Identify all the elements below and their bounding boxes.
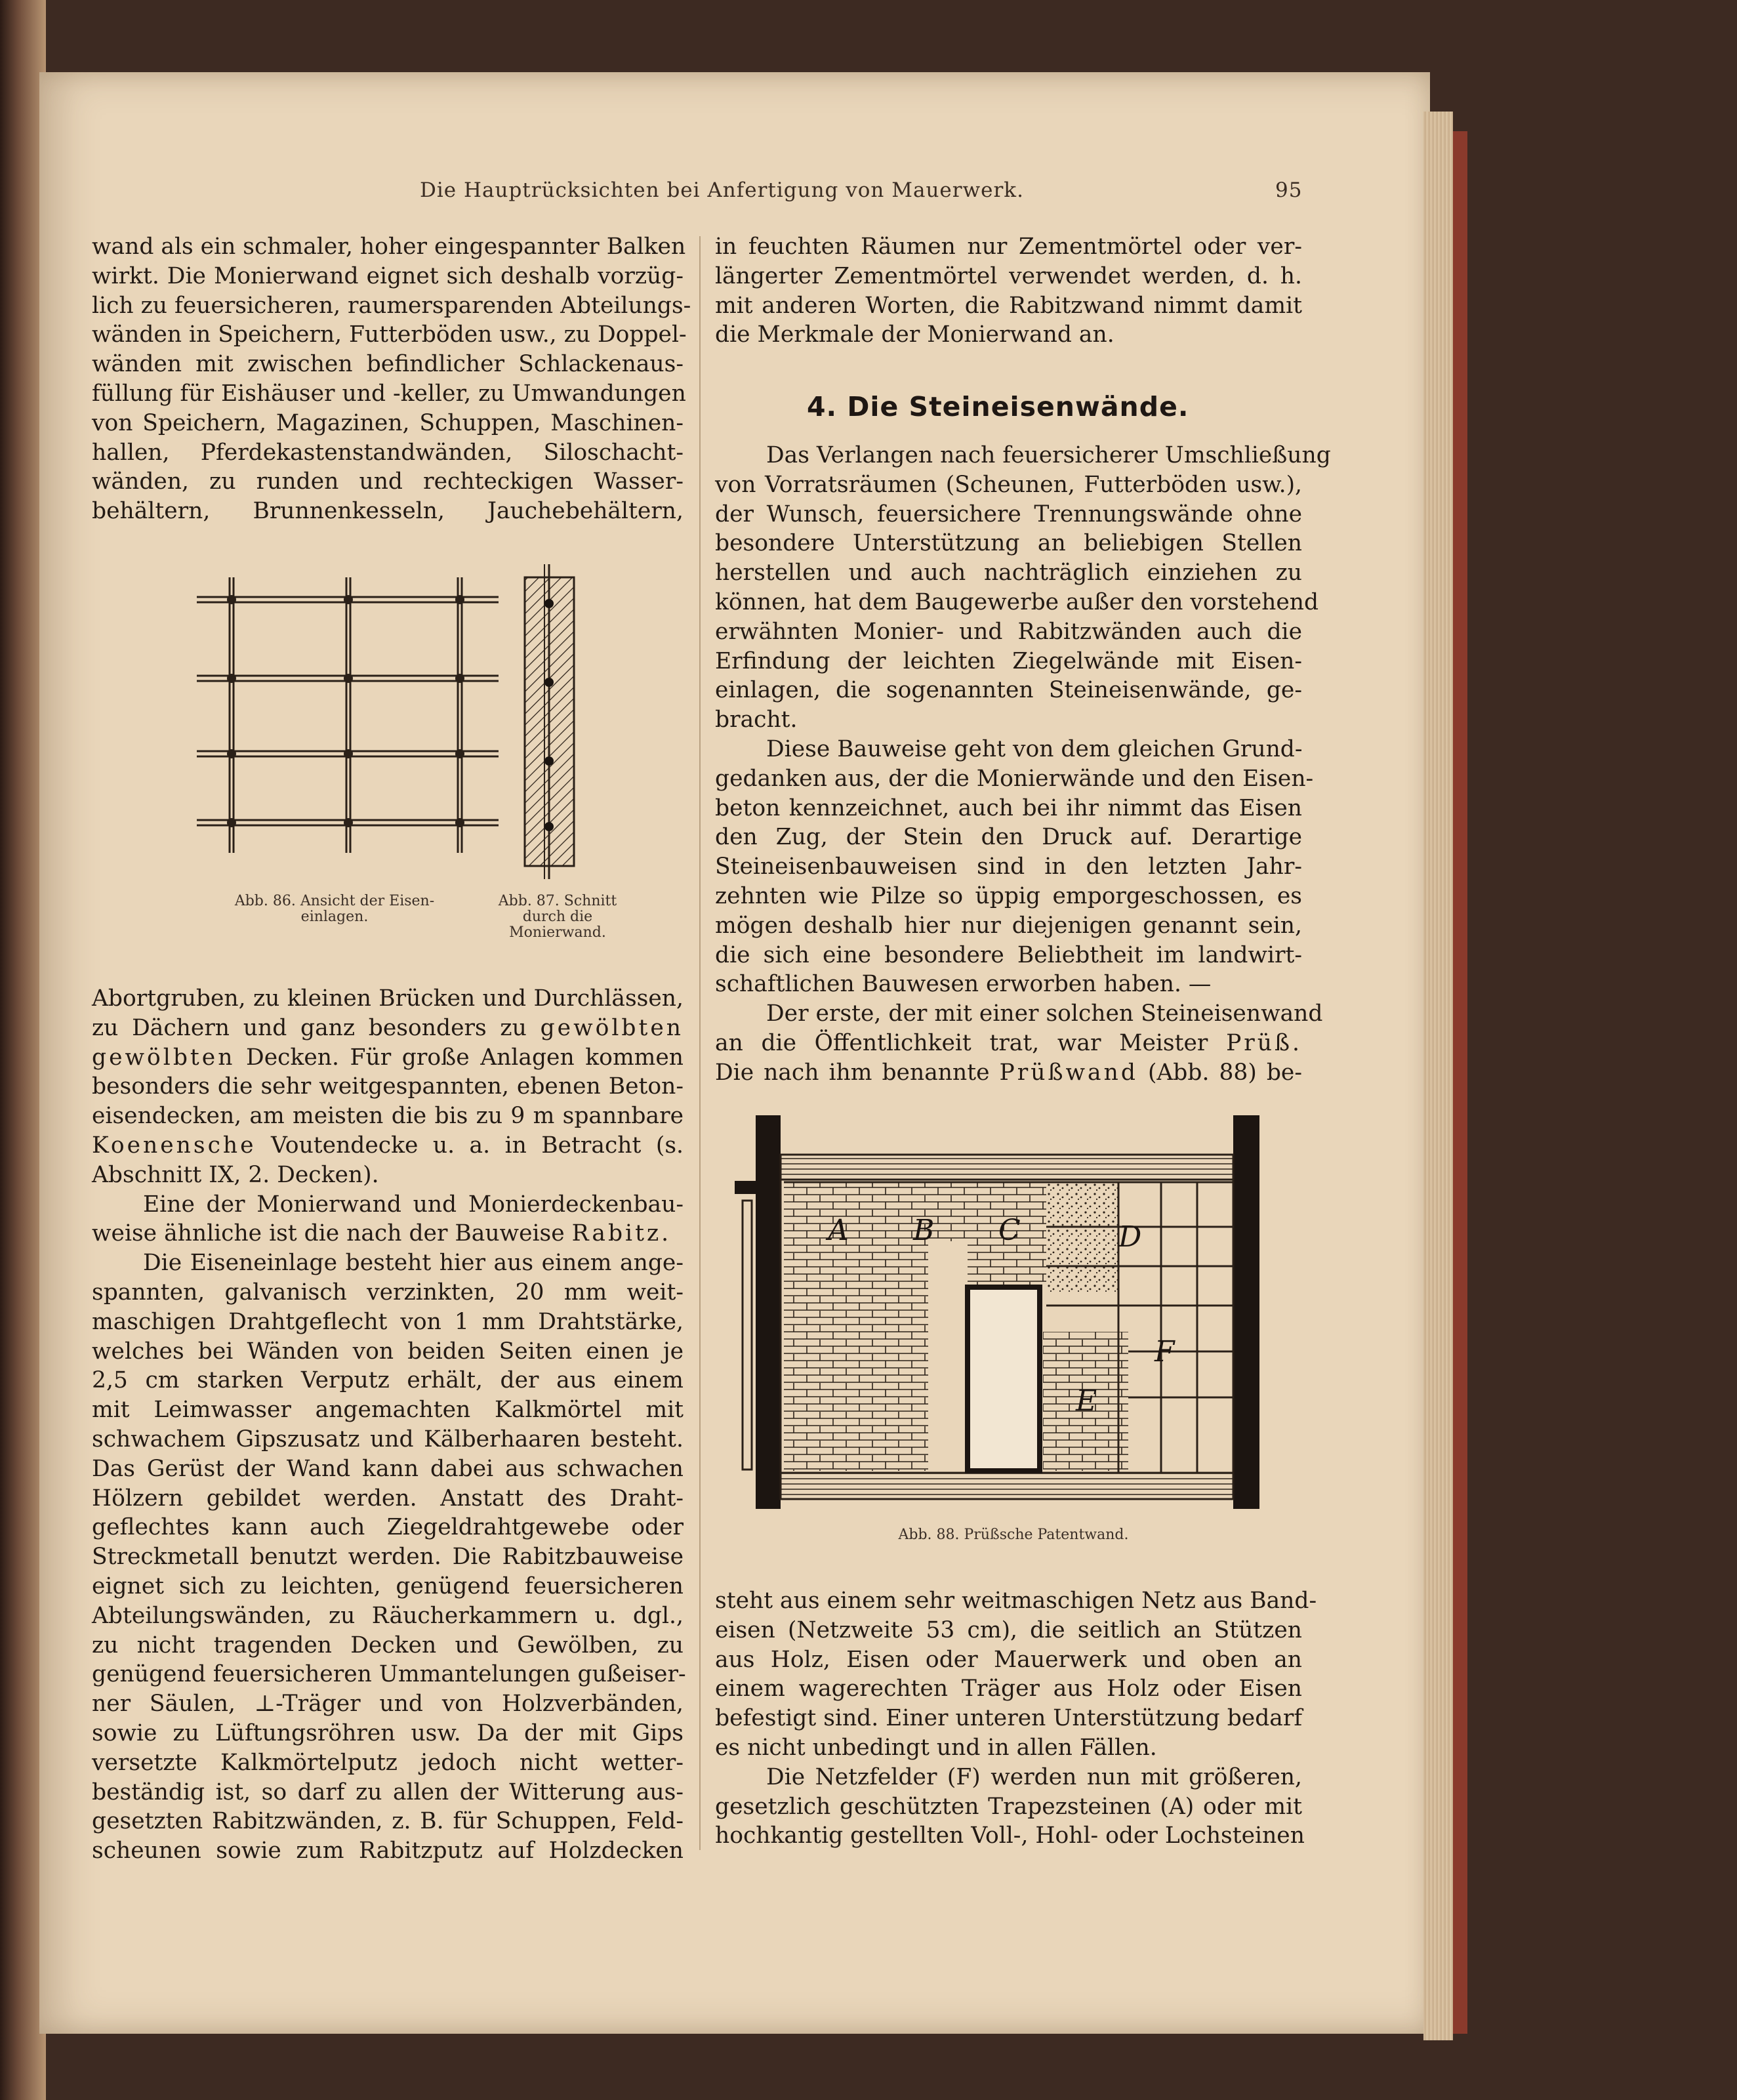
emphasis-text: gewölbten [540,1014,684,1041]
text-line: eisendecken, am meisten die bis zu 9 m spannbare [92,1103,684,1130]
emphasis-text: Rabitz. [571,1220,672,1247]
text-line: wänden in Speichern, Futterböden usw., zu Doppel- [92,321,687,348]
text-line [715,1058,1302,1088]
text-line: genügend feuersicheren Ummantelungen gußeiser- [92,1661,686,1688]
text-line: Diese Bauweise geht von dem gleichen Grund- [766,735,1303,762]
text-line: erwähnten Monier- und Rabitzwänden auch die [715,618,1302,645]
fig88-caption: Abb. 88. Prüßsche Patentwand. [898,1527,1129,1543]
text-line: Eine der Monierwand und Monierdeckenbau- [143,1191,684,1218]
text-span: Voutendecke u. a. in Betracht (s. [271,1132,684,1159]
text-line: Abschnitt IX, 2. Decken). [92,1161,379,1188]
text-span: weise ähnliche ist die nach der Bauweise [92,1220,565,1247]
text-line: besonders die sehr weitgespannten, ebenen Beton- [92,1073,684,1100]
text-line: die sich eine besondere Beliebtheit im landwirt- [715,941,1302,968]
text-line: mögen deshalb hier nur diejenigen genannt sein, [715,912,1302,939]
text-line: beton kennzeichnet, auch bei ihr nimmt das Eisen [715,794,1302,821]
caption-line: Monierwand. [509,924,606,941]
label-D: D [1118,1220,1142,1254]
emphasis-text: Prüß. [1226,1029,1302,1056]
text-line: sowie zu Lüftungsröhren usw. Da der mit Gips [92,1719,684,1746]
emphasis-text: gewölbten [92,1044,235,1071]
text-line: 2,5 cm starken Verputz erhält, der aus einem [92,1367,684,1394]
label-F: F [1155,1335,1175,1369]
text-line: zehnten wie Pilze so üppig emporgeschossen, es [715,882,1302,909]
section-heading: 4. Die Steineisenwände. [807,391,1189,422]
text-line: Die Netzfelder (F) werden nun mit größeren, [766,1763,1302,1790]
text-line: lich zu feuersicheren, raumersparenden Abteilungs- [92,292,691,319]
running-head-title: Die Hauptrücksichten bei Anfertigung von Mauerwerk. [420,178,1024,202]
text-line: die Merkmale der Monierwand an. [715,321,1114,348]
text-line: in feuchten Räumen nur Zementmörtel oder ver- [715,234,1302,260]
label-B: B [913,1214,935,1247]
book-cover-edge [1453,131,1467,2034]
text-span: (Abb. 88) be- [1147,1059,1303,1086]
text-line [92,1131,684,1161]
text-line: längerter Zementmörtel verwendet werden, d. h. [715,262,1302,289]
text-line: Der erste, der mit einer solchen Steineisenwand [766,1000,1323,1027]
text-line: Hölzern gebildet werden. Anstatt des Draht- [92,1485,684,1512]
text-span: Die nach ihm benannte [715,1059,990,1086]
caption-line: einlagen. [300,909,369,925]
text-line: können, hat dem Baugewerbe außer den vorstehend [715,588,1319,615]
text-line: hochkantig gestellten Voll-, Hohl- oder Lochsteinen [715,1822,1305,1849]
text-line: Abteilungswänden, zu Räucherkammern u. dgl., [92,1602,684,1629]
fig87-caption [472,894,643,941]
text-line: Das Verlangen nach feuersicherer Umschließung [766,442,1331,468]
text-line: aus Holz, Eisen oder Mauerwerk und oben an [715,1646,1302,1673]
text-line [92,1014,684,1043]
text-line: Streckmetall benutzt werden. Die Rabitzbauweise [92,1544,684,1571]
left-column-top [92,232,691,526]
text-line [92,1219,684,1248]
text-line: Das Gerüst der Wand kann dabei aus schwachen [92,1455,684,1482]
text-line: gesetzlich geschützten Trapezsteinen (A) oder mit [715,1793,1302,1820]
text-line: wänden mit zwischen befindlicher Schlackenaus- [92,351,684,378]
text-line: es nicht unbedingt und in allen Fällen. [715,1734,1157,1761]
text-line: mit anderen Worten, die Rabitzwand nimmt damit [715,292,1302,319]
text-line: schwachem Gipszusatz und Kälberhaaren besteht. [92,1426,684,1452]
text-line: versetzte Kalkmörtelputz jedoch nicht wetter- [92,1749,684,1776]
text-line: eisen (Netzweite 53 cm), die seitlich an Stützen [715,1616,1302,1643]
column-divider [699,236,701,1850]
text-line: einem wagerechten Träger aus Holz oder Eisen [715,1676,1302,1702]
text-span: Decken. Für große Anlagen kommen [246,1044,684,1071]
text-line: von Speichern, Magazinen, Schuppen, Maschinen- [92,409,684,436]
text-line: Steineisenbauweisen sind in den letzten Jahr- [715,854,1302,880]
text-span: zu Dächern und ganz besonders zu [92,1014,527,1041]
text-line: besondere Unterstützung an beliebigen Stellen [715,530,1302,557]
text-line: eignet sich zu leichten, genügend feuersicheren [92,1573,684,1599]
text-line: Die Eiseneinlage besteht hier aus einem ange- [143,1250,684,1277]
fig87-monier-section [518,564,584,879]
right-column-bottom [715,1586,1317,1851]
text-line: zu nicht tragenden Decken und Gewölben, zu [92,1632,684,1658]
caption-line: durch die [522,909,593,925]
caption-line: Abb. 86. Ansicht der Eisen- [234,893,435,909]
text-line: behältern, Brunnenkesseln, Jauchebehältern, [92,498,684,525]
text-line: wand als ein schmaler, hoher eingespannter Balken [92,234,686,260]
text-line: von Vorratsräumen (Scheunen, Futterböden usw.), [715,471,1302,498]
fig86-iron-mesh [190,571,505,859]
text-line: maschigen Drahtgeflecht von 1 mm Drahtstärke, [92,1308,684,1335]
emphasis-text: Koenensche [92,1132,256,1159]
text-line: beständig ist, so darf zu allen der Witterung aus- [92,1779,684,1805]
text-line: bracht. [715,707,798,733]
fig88-pruess-wall [735,1109,1273,1515]
text-line: ner Säulen, ⊥-Träger und von Holzverbänden, [92,1691,684,1718]
text-line [715,1029,1302,1058]
text-line: befestigt sind. Einer unteren Unterstützung bedarf [715,1705,1303,1732]
text-line: Abortgruben, zu kleinen Brücken und Durchlässen, [92,985,684,1012]
text-line [92,1043,684,1073]
text-line: hallen, Pferdekastenstandwänden, Siloschacht- [92,439,684,466]
text-line: Erfindung der leichten Ziegelwände mit Eisen- [715,648,1302,674]
label-E: E [1076,1384,1097,1418]
text-line: spannten, galvanisch verzinkten, 20 mm weit- [92,1279,684,1306]
text-line: gedanken aus, der die Monierwände und den Eisen- [715,765,1314,792]
text-line: einlagen, die sogenannten Steineisenwände, ge- [715,677,1302,704]
label-C: C [998,1214,1021,1247]
text-line: welches bei Wänden von beiden Seiten einen je [92,1338,684,1365]
text-span: an die Öffentlichkeit trat, war Meister [715,1029,1208,1056]
emphasis-text: Prüßwand [999,1059,1138,1086]
text-line: wirkt. Die Monierwand eignet sich deshalb vorzüg- [92,262,684,289]
right-column-top [715,232,1302,350]
caption-line: Abb. 87. Schnitt [498,893,617,909]
right-column-middle [715,441,1331,1088]
page-number: 95 [1275,178,1303,202]
text-line: herstellen und auch nachträglich einziehen zu [715,560,1302,587]
text-line: scheunen sowie zum Rabitzputz auf Holzdecken [92,1838,684,1864]
text-line: geflechtes kann auch Ziegeldrahtgewebe oder [92,1514,684,1541]
text-line: wänden, zu runden und rechteckigen Wasser- [92,468,684,495]
text-line: der Wunsch, feuersichere Trennungswände ohne [715,501,1302,527]
text-line: füllung für Eishäuser und -keller, zu Umwandungen [92,380,686,407]
text-line: schaftlichen Bauwesen erworben haben. — [715,971,1212,998]
text-line: den Zug, der Stein den Druck auf. Derartige [715,824,1302,851]
text-line: gesetzten Rabitzwänden, z. B. für Schuppen, Feld- [92,1808,684,1835]
text-line: mit Leimwasser angemachten Kalkmörtel mit [92,1397,684,1424]
left-column-bottom [92,984,684,1866]
text-line: steht aus einem sehr weitmaschigen Netz aus Band- [715,1588,1317,1614]
fig86-caption [190,894,479,925]
label-A: A [828,1214,849,1247]
page-edges [1423,112,1453,2040]
